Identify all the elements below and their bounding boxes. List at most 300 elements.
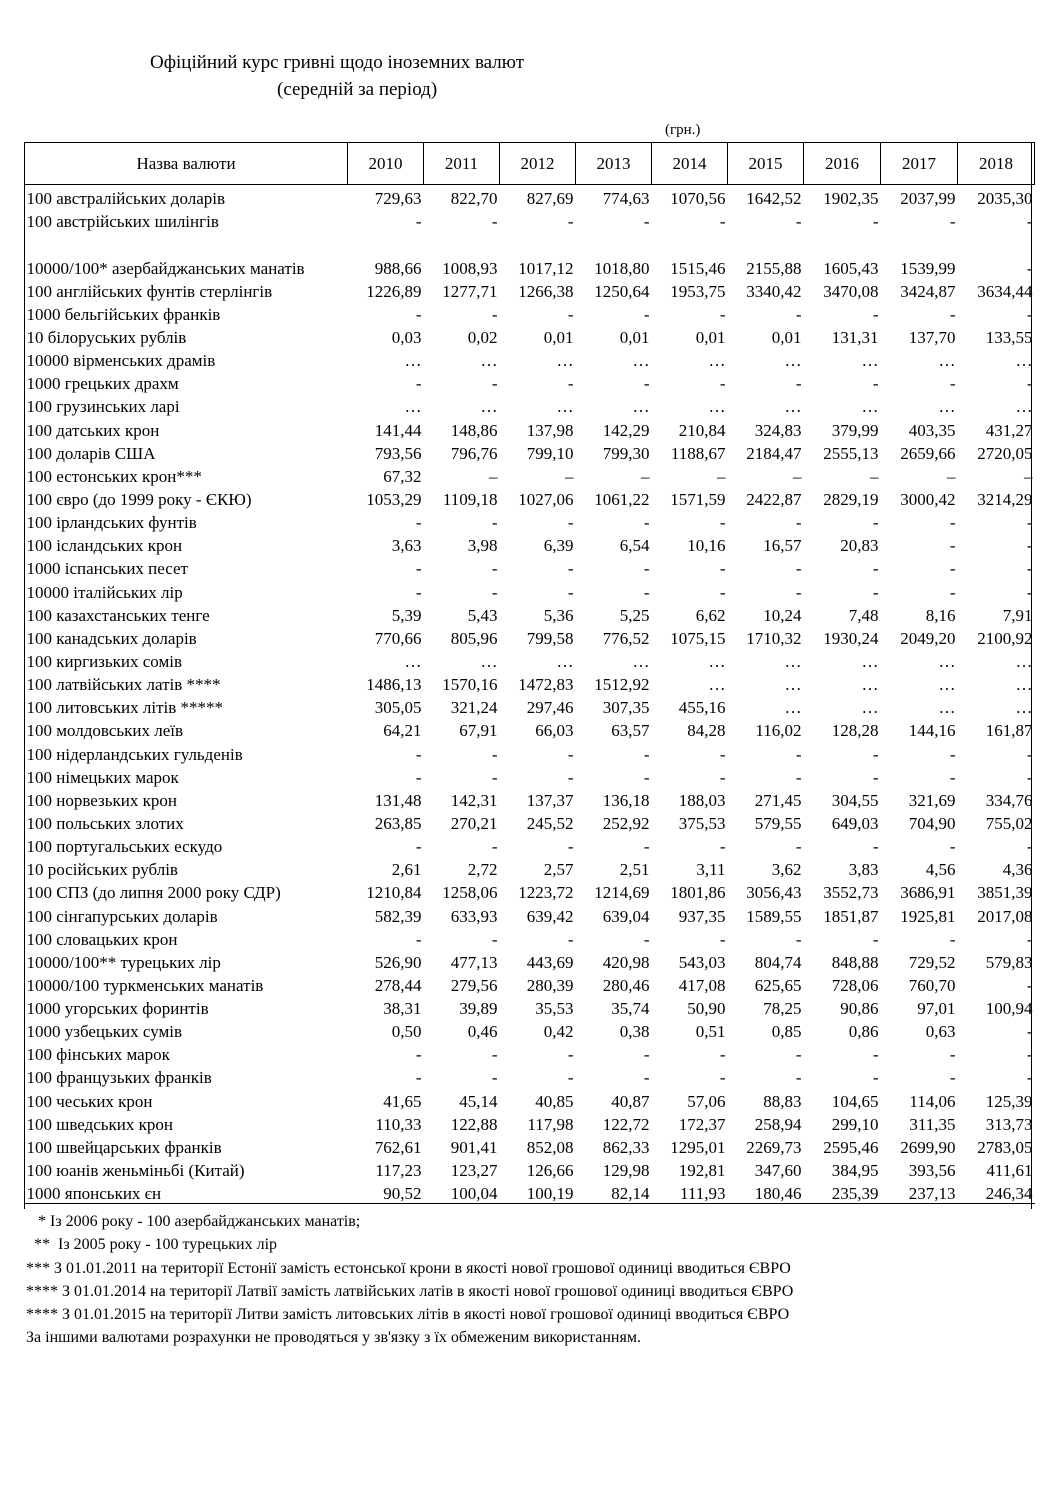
rate-value: 129,98 [602,1161,650,1181]
rate-value: 1109,18 [442,489,498,509]
rate-value: 263,85 [374,813,422,833]
rate-value: 0,86 [848,1022,879,1042]
rate-value: 114,06 [909,1091,956,1111]
rate-value: - [567,744,574,764]
rate-value: - [949,374,956,394]
currency-name: 100 СПЗ (до липня 2000 року СДР) [26,883,281,903]
rate-value: 7,48 [848,605,879,625]
table-row [25,879,1035,902]
currency-name: 100 норвезьких крон [26,790,177,810]
rate-value: 2,72 [467,860,498,880]
rate-value: 1250,64 [594,281,650,301]
rate-value: 297,46 [526,698,574,718]
rate-value [804,231,881,254]
rate-value: 3,98 [467,536,498,556]
rate-value: 799,10 [526,443,574,463]
table-row [25,949,1035,972]
rate-value: 793,56 [374,443,422,463]
rate-value: 0,38 [619,1022,650,1042]
rate-value: – [793,466,802,486]
rate-value: 279,56 [450,975,498,995]
rate-value: 393,56 [908,1161,956,1181]
currency-name: 100 ісландських крон [26,536,183,556]
rate-value: 477,13 [450,952,498,972]
currency-name: 100 ірландських фунтів [26,513,197,533]
rate-value: - [872,559,879,579]
currency-name: 100 австрійських шилінгів [26,212,219,232]
currency-name [25,231,348,254]
rate-value: … [1015,675,1033,695]
rate-value: 848,88 [831,952,879,972]
rate-value: 84,28 [687,721,726,741]
rate-value: 270,21 [450,813,498,833]
header-year: 2011 [424,143,500,185]
rate-value: 1605,43 [823,258,879,278]
rate-value: - [643,1045,650,1065]
rate-value: 41,65 [383,1091,422,1111]
table-row [25,1180,1035,1204]
currency-name: 10000 італійських лір [26,582,183,602]
table-row [25,764,1035,787]
rate-value: 126,66 [526,1161,574,1181]
currency-name: 10000/100 туркменських манатів [26,975,264,995]
header-year: 2018 [958,143,1035,185]
rate-value: 411,61 [986,1161,1033,1181]
rate-value: 8,16 [925,605,956,625]
table-row [25,509,1035,532]
rate-value: 3552,73 [823,883,879,903]
rate-value: - [491,304,498,324]
rate-value: 142,29 [602,420,650,440]
rate-value: … [861,675,879,695]
currency-name: 1000 угорських форинтів [26,999,209,1019]
rate-value: 755,02 [985,813,1033,833]
rate-value: - [872,837,879,857]
rate-value: 799,58 [526,628,574,648]
rate-value: 2049,20 [900,628,956,648]
rate-value: 246,34 [958,1180,1035,1204]
rate-value: - [872,744,879,764]
table-row [25,532,1035,555]
rate-value: 122,88 [450,1114,498,1134]
rate-value: 245,52 [526,813,574,833]
rate-value: 210,84 [678,420,726,440]
rate-value: - [643,582,650,602]
header-year: 2015 [728,143,804,185]
rate-value: … [556,397,574,417]
rate-value: - [949,559,956,579]
rate-value: - [567,374,574,394]
rate-value: - [415,929,422,949]
rate-value: 141,44 [374,420,422,440]
rate-value: 582,39 [374,906,422,926]
rate-value: 45,14 [459,1091,498,1111]
rate-value: 67,32 [383,466,422,486]
rate-value: - [795,559,802,579]
rate-value: - [872,1045,879,1065]
rate-value: 728,06 [831,975,879,995]
currency-name: 1000 японських єн [25,1180,348,1204]
table-row [25,347,1035,370]
table-row [25,1134,1035,1157]
rate-value: - [795,1045,802,1065]
currency-name: 100 австралійських доларів [26,189,226,209]
rate-value: - [949,837,956,857]
rate-value: 321,24 [450,698,498,718]
rate-value: - [795,582,802,602]
rate-value: 1018,80 [594,258,650,278]
rate-value: - [1026,1022,1033,1042]
rate-value: 237,13 [881,1180,958,1204]
currency-name: 100 швейцарських франків [26,1137,222,1157]
rate-value: 579,55 [754,813,802,833]
rate-value: - [872,767,879,787]
rate-value: - [949,513,956,533]
rate-value: 375,53 [678,813,726,833]
rate-value: 1017,12 [518,258,574,278]
rate-value: 455,16 [678,698,726,718]
table-row [25,740,1035,763]
rate-value: 10,24 [763,605,802,625]
rate-value: - [1026,212,1033,232]
table-row [25,185,1035,209]
rate-value: 116,02 [755,721,802,741]
rate-value: … [556,351,574,371]
rate-value: 729,63 [374,189,422,209]
header-year: 2016 [804,143,881,185]
rate-value: 822,70 [450,189,498,209]
rate-value: - [567,1045,574,1065]
rate-value: - [567,559,574,579]
table-row [25,393,1035,416]
rate-value: - [872,1068,879,1088]
rate-value: … [632,651,650,671]
rate-value: 1053,29 [366,489,422,509]
table-row [25,1111,1035,1134]
rate-value: 40,85 [535,1091,574,1111]
table-row [25,787,1035,810]
currency-name: 1000 бельгійських франків [26,304,221,324]
rate-value: 280,39 [526,975,574,995]
table-row [25,416,1035,439]
rate-value: 100,94 [985,999,1033,1019]
table-row [25,324,1035,347]
rate-value: 313,73 [985,1114,1033,1134]
rate-value: - [872,929,879,949]
rate-value: 123,27 [450,1161,498,1181]
rate-value: 311,35 [909,1114,956,1134]
rate-value: 0,46 [467,1022,498,1042]
rate-value: 35,53 [535,999,574,1019]
rate-value: … [784,651,802,671]
rate-value: 1851,87 [823,906,879,926]
rate-value: - [643,559,650,579]
rate-value: 403,35 [908,420,956,440]
rate-value: 66,03 [535,721,574,741]
rate-value: … [784,698,802,718]
currency-name: 100 юанів женьміньбі (Китай) [26,1161,245,1181]
rate-value: 0,01 [619,327,650,347]
rate-value: 420,98 [602,952,650,972]
rate-value: 1008,93 [442,258,498,278]
rate-value: 1210,84 [366,883,422,903]
rate-value: 271,45 [754,790,802,810]
currency-name: 100 грузинських ларі [26,397,180,417]
rate-value: 137,37 [526,790,574,810]
rate-value: 3000,42 [900,489,956,509]
rate-value: … [784,397,802,417]
rate-value: 2,61 [391,860,422,880]
rate-value: 729,52 [908,952,956,972]
rate-value: 125,39 [985,1091,1033,1111]
rate-value: - [795,212,802,232]
rate-value: … [861,651,879,671]
rate-value: 1070,56 [670,189,726,209]
rate-value: 901,41 [450,1137,498,1157]
table-row [25,208,1035,231]
footnote: *** З 01.01.2011 на території Естонії замість естонської крони в якості нової грошової одиниці вводиться ЄВРО [26,1259,791,1277]
rate-value: – [1024,466,1033,486]
rate-value: - [949,767,956,787]
rate-value: 258,94 [754,1114,802,1134]
rate-value: 805,96 [450,628,498,648]
table-row [25,578,1035,601]
footnote: **** З 01.01.2014 на території Латвії замість латвійських латів в якості нової грошової одиниці вводиться ЄВРО [26,1282,794,1300]
rate-value: 704,90 [908,813,956,833]
rate-value: 40,87 [611,1091,650,1111]
table-row [25,1064,1035,1087]
footnote: **** З 01.01.2015 на території Литви замість литовських літів в якості нової грошової одиниці вводиться ЄВРО [26,1306,790,1324]
rate-value: 2037,99 [900,189,956,209]
rate-value: - [491,582,498,602]
rate-value: 57,06 [687,1091,726,1111]
rate-value [348,231,424,254]
rate-value: 431,27 [985,420,1033,440]
table-row [25,833,1035,856]
table-row [25,278,1035,301]
rate-value: 321,69 [908,790,956,810]
rate-value: 3214,29 [977,489,1033,509]
footnote: За іншими валютами розрахунки не проводяться у зв'язку з їх обмеженим використанням. [26,1329,641,1347]
currency-name: 100 датських крон [26,420,160,440]
rate-value: 2720,05 [977,443,1033,463]
rate-value: … [1015,651,1033,671]
currency-name: 1000 іспанських песет [26,559,188,579]
table-row [25,301,1035,324]
rate-value: 852,08 [526,1137,574,1157]
rate-value: - [949,536,956,556]
rate-value: 188,03 [678,790,726,810]
rate-value: - [415,559,422,579]
rate-value: - [1026,929,1033,949]
rate-value: - [872,212,879,232]
rate-value: - [795,1068,802,1088]
rate-value: … [1015,698,1033,718]
rate-value: 0,63 [925,1022,956,1042]
rate-value: 1472,83 [518,675,574,695]
rate-value: - [643,212,650,232]
currency-name: 1000 грецьких драхм [26,374,179,394]
rate-value: 0,01 [543,327,574,347]
rate-value: - [719,837,726,857]
rate-value: - [491,929,498,949]
rate-value: … [938,675,956,695]
rate-value: - [415,304,422,324]
currency-name: 100 канадських доларів [26,628,197,648]
rate-value: 148,86 [450,420,498,440]
rate-value: … [938,397,956,417]
rate-value: 192,81 [678,1161,726,1181]
rate-value: 3424,87 [900,281,956,301]
currency-name: 100 шведських крон [26,1114,174,1134]
rate-value: - [949,744,956,764]
rate-value: - [491,559,498,579]
table-row [25,625,1035,648]
rate-value: … [708,397,726,417]
rate-value: - [1026,582,1033,602]
currency-name: 100 фінських марок [26,1045,170,1065]
rate-value: … [861,397,879,417]
rate-value: 776,52 [602,628,650,648]
rate-value: 63,57 [611,721,650,741]
rate-value: - [949,1045,956,1065]
rate-value: 5,39 [391,605,422,625]
rate-value: - [719,374,726,394]
rate-value: 2699,90 [900,1137,956,1157]
table-body [25,185,1035,1204]
rate-value: - [415,1045,422,1065]
table-row [25,602,1035,625]
rate-value: … [708,351,726,371]
rate-value: 804,74 [754,952,802,972]
rate-value: - [795,513,802,533]
currency-name: 10000/100** турецьких лір [26,952,221,972]
rate-value: - [415,837,422,857]
header-year: 2017 [881,143,958,185]
rate-value: 111,93 [652,1180,728,1204]
rate-value: 2829,19 [823,489,879,509]
rate-value: - [949,212,956,232]
rate-value: - [795,374,802,394]
rate-value: … [938,651,956,671]
currency-name: 100 французьких франків [26,1068,212,1088]
rate-value: - [1026,837,1033,857]
rate-value: 2659,66 [900,443,956,463]
rate-value: 639,04 [602,906,650,926]
currency-name: 10000/100* азербайджанських манатів [26,258,305,278]
rate-value: - [872,582,879,602]
rate-value: 10,16 [687,536,726,556]
currency-name: 100 доларів США [26,443,156,463]
rate-value: 1801,86 [670,883,726,903]
currency-name: 100 євро (до 1999 року - ЄКЮ) [26,489,252,509]
header-year: 2013 [576,143,652,185]
rate-value: – [870,466,879,486]
rate-value: - [719,304,726,324]
rate-value: 1188,67 [670,443,726,463]
rate-value: … [556,651,574,671]
rate-value: 5,36 [543,605,574,625]
rate-value: 0,01 [695,327,726,347]
rate-value: 1589,55 [746,906,802,926]
rate-value: - [415,1068,422,1088]
rate-value: 307,35 [602,698,650,718]
rate-value: - [643,767,650,787]
rate-value: 3340,42 [746,281,802,301]
rate-value: - [643,837,650,857]
rate-value: … [708,675,726,695]
table-row [25,972,1035,995]
rate-value: 305,05 [374,698,422,718]
table-row [25,926,1035,949]
rate-value: - [491,837,498,857]
rate-value: 4,36 [1002,860,1033,880]
table-row [25,694,1035,717]
rate-value: 334,76 [985,790,1033,810]
rate-value: 4,56 [925,860,956,880]
rate-value: - [567,837,574,857]
rate-value: … [480,397,498,417]
rate-value: - [415,513,422,533]
rate-value: 443,69 [526,952,574,972]
rate-value: - [567,582,574,602]
footnote: * Із 2006 року - 100 азербайджанських манатів; [26,1213,361,1230]
rate-value: - [949,929,956,949]
rate-value: 417,08 [678,975,726,995]
rate-value: 1486,13 [366,675,422,695]
rate-value: 280,46 [602,975,650,995]
rate-value: 384,95 [831,1161,879,1181]
rate-value: - [643,929,650,949]
rate-value: - [1026,513,1033,533]
rate-value: 20,83 [840,536,879,556]
rate-value: 1075,15 [670,628,726,648]
rate-value: 90,52 [348,1180,424,1204]
rate-value: 100,19 [500,1180,576,1204]
rate-value: 1902,35 [823,189,879,209]
rate-value: 278,44 [374,975,422,995]
currency-name: 100 польських злотих [26,813,184,833]
currency-name: 100 англійських фунтів стерлінгів [26,281,273,301]
rate-value: 7,91 [1002,605,1033,625]
rate-value: - [567,929,574,949]
rate-value: 16,57 [763,536,802,556]
table-row [25,254,1035,277]
rate-value: 3,11 [696,860,726,880]
table-row [25,1018,1035,1041]
rate-value: 579,83 [985,952,1033,972]
rate-value: 0,03 [391,327,422,347]
rate-value: … [480,351,498,371]
rate-value: 1710,32 [746,628,802,648]
rate-value: 67,91 [459,721,498,741]
rate-value: - [1026,744,1033,764]
rate-value: 133,55 [985,327,1033,347]
footnotes [26,1210,1036,1350]
rate-value: 760,70 [908,975,956,995]
table-row [25,902,1035,925]
rate-value: … [784,675,802,695]
rate-value: - [415,212,422,232]
rate-value: 128,28 [831,721,879,741]
rate-value: 3,62 [771,860,802,880]
rate-value: … [1015,397,1033,417]
rate-value: - [643,374,650,394]
rate-value: - [1026,1045,1033,1065]
rate-value: 1930,24 [823,628,879,648]
rate-value: 1642,52 [746,189,802,209]
rate-value: … [404,651,422,671]
